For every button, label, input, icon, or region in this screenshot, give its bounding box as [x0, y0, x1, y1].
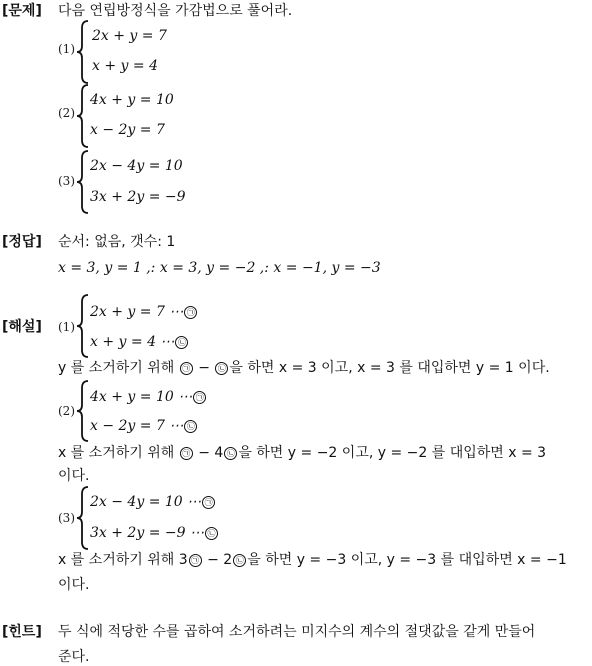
left-brace-icon — [76, 486, 90, 550]
problem-part-number: (2) — [58, 106, 75, 120]
problem-equation-2: 3x + 2y = −9 — [90, 189, 186, 205]
explanation-text: − 2 — [202, 552, 233, 568]
solution-explanation-2 — [58, 444, 546, 462]
circle-nieun-icon: ㉡ — [224, 447, 237, 460]
hint-line-2: 준다. — [58, 649, 90, 665]
equation-text: x + y = 4 ⋯ — [90, 334, 175, 350]
explanation-text: x 를 소거하기 위해 — [58, 445, 179, 461]
circle-nieun-icon: ㉡ — [184, 420, 197, 433]
left-brace-icon — [76, 20, 90, 84]
solution-part-number: (3) — [58, 511, 75, 525]
solution-explanation-3 — [58, 551, 567, 569]
hint-label: [힌트] — [2, 624, 42, 640]
answer-values: x = 3, y = 1 ,: x = 3, y = −2 ,: x = −1, y = −3 — [58, 260, 381, 276]
problem-part-number: (1) — [58, 42, 75, 56]
circle-nieun-icon: ㉡ — [233, 554, 246, 567]
solution-label: [해설] — [2, 319, 42, 335]
solution-equation-1 — [90, 493, 216, 511]
explanation-text: 을 하면 y = −3 이고, y = −3 를 대입하면 x = −1 — [247, 552, 567, 568]
hint-line-1: 두 식에 적당한 수를 곱하여 소거하려는 미지수의 계수의 절댓값을 같게 만들어 — [58, 624, 536, 640]
explanation-text: − 4 — [193, 445, 224, 461]
left-brace-icon — [76, 294, 90, 358]
problem-part-number: (3) — [58, 174, 75, 188]
circle-nieun-icon: ㉡ — [175, 336, 188, 349]
equation-text: 4x + y = 10 ⋯ — [90, 389, 193, 405]
circle-giyeok-icon: ㉠ — [180, 447, 193, 460]
problem-intro: 다음 연립방정식을 가감법으로 풀어라. — [58, 3, 293, 19]
solution-equation-1 — [90, 388, 207, 406]
problem-equation-2: x − 2y = 7 — [90, 122, 165, 138]
explanation-text: y 를 소거하기 위해 — [58, 360, 179, 376]
problem-equation-1: 2x + y = 7 — [92, 28, 167, 44]
solution-explanation-1 — [58, 359, 550, 377]
problem-equation-2: x + y = 4 — [92, 58, 158, 74]
equation-text: 2x + y = 7 ⋯ — [90, 304, 184, 320]
equation-text: 3x + 2y = −9 ⋯ — [90, 525, 204, 541]
solution-equation-1 — [90, 303, 198, 321]
solution-part-number: (1) — [58, 320, 75, 334]
answer-meta: 순서: 없음, 갯수: 1 — [58, 234, 176, 250]
explanation-text: x 를 소거하기 위해 3 — [58, 552, 188, 568]
problem-label: [문제] — [2, 3, 42, 19]
solution-equation-2 — [90, 524, 219, 542]
circle-nieun-icon: ㉡ — [205, 527, 218, 540]
circle-giyeok-icon: ㉠ — [184, 306, 197, 319]
circle-giyeok-icon: ㉠ — [202, 496, 215, 509]
circle-nieun-icon: ㉡ — [215, 362, 228, 375]
circle-giyeok-icon: ㉠ — [193, 391, 206, 404]
circle-giyeok-icon: ㉠ — [189, 554, 202, 567]
solution-explanation-2-wrap: 이다. — [58, 468, 90, 484]
explanation-text: 을 하면 y = −2 이고, y = −2 를 대입하면 x = 3 — [238, 445, 547, 461]
problem-equation-1: 2x − 4y = 10 — [90, 158, 183, 174]
answer-label: [정답] — [2, 234, 42, 250]
explanation-text: 을 하면 x = 3 이고, x = 3 를 대입하면 y = 1 이다. — [229, 360, 550, 376]
left-brace-icon — [76, 150, 90, 214]
solution-equation-2 — [90, 417, 198, 435]
explanation-text: − — [193, 360, 215, 376]
solution-explanation-3-wrap: 이다. — [58, 577, 90, 593]
left-brace-icon — [76, 380, 90, 442]
solution-part-number: (2) — [58, 404, 75, 418]
problem-equation-1: 4x + y = 10 — [90, 92, 174, 108]
equation-text: x − 2y = 7 ⋯ — [90, 418, 184, 434]
solution-equation-2 — [90, 333, 189, 351]
circle-giyeok-icon: ㉠ — [180, 362, 193, 375]
equation-text: 2x − 4y = 10 ⋯ — [90, 494, 202, 510]
left-brace-icon — [76, 84, 90, 148]
